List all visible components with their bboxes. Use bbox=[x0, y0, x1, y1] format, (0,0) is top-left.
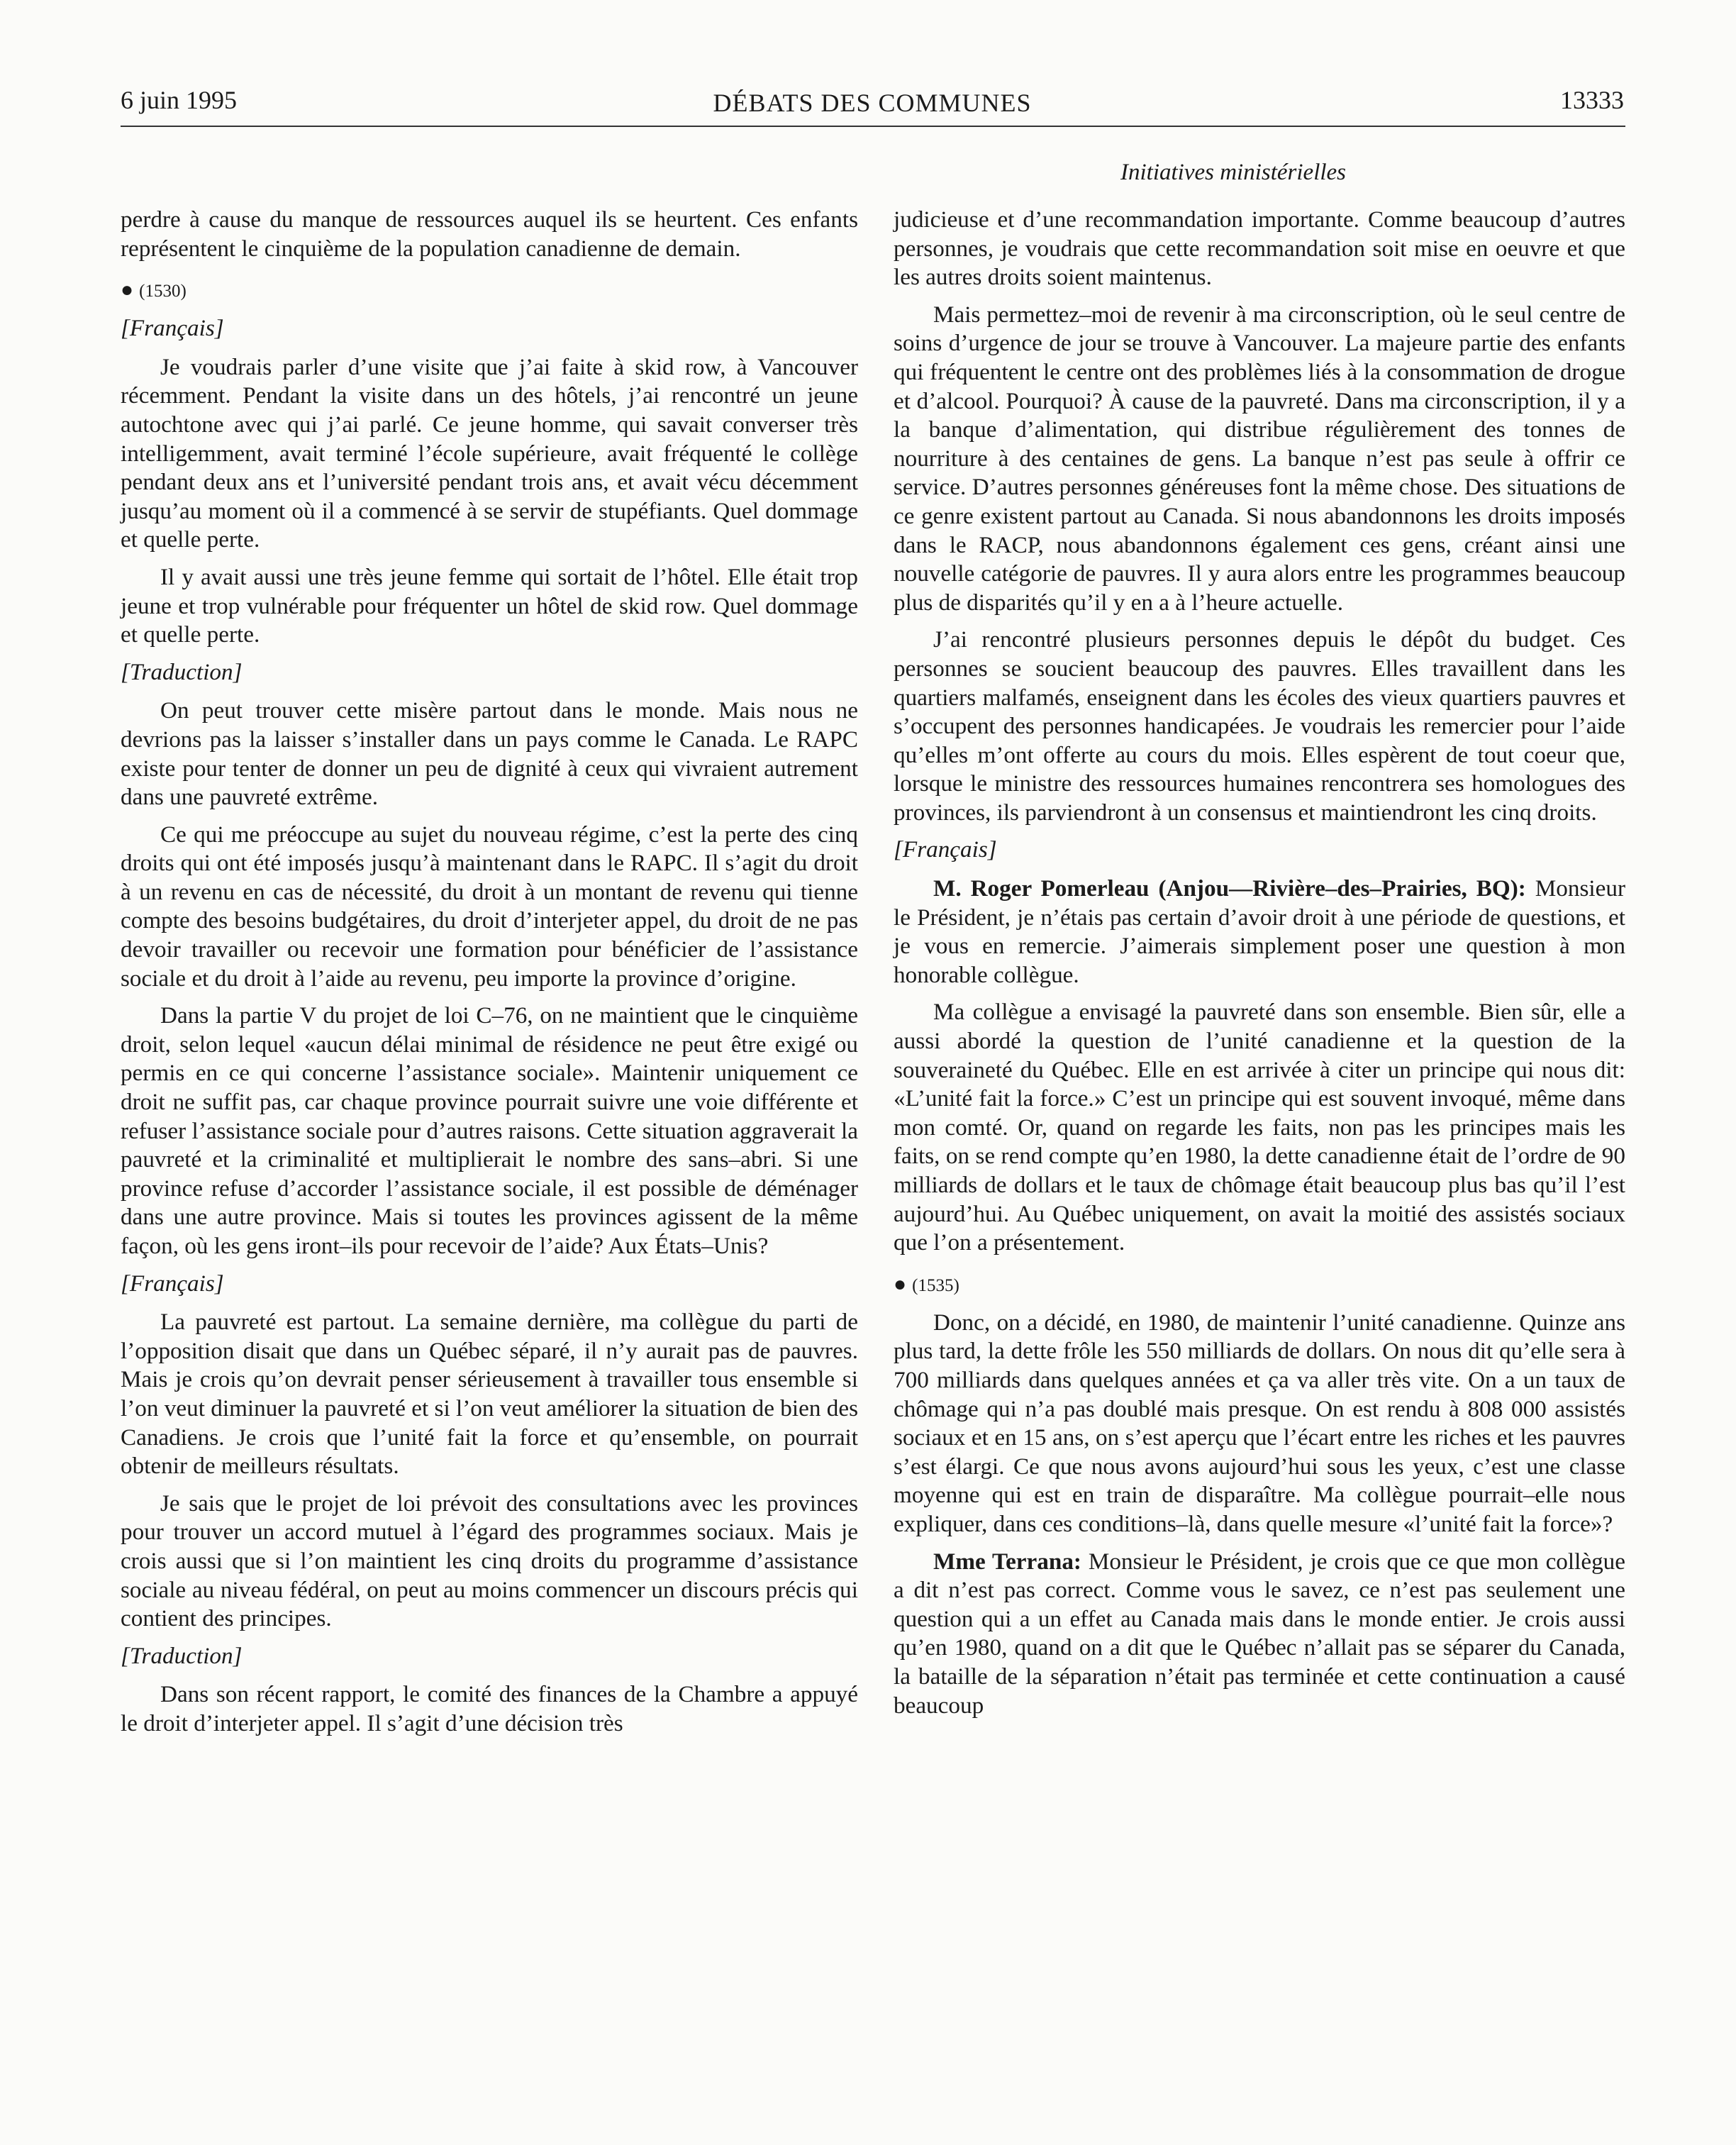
speaker-name: Mme Terrana: bbox=[933, 1548, 1081, 1575]
paragraph: Il y avait aussi une très jeune femme qui sortait de l’hôtel. Elle était trop jeune et trop vulnérable pour fréquenter un hôtel de skid row. Quel dommage et quelle perte. bbox=[121, 563, 858, 648]
speech-paragraph bbox=[894, 1548, 1625, 1721]
paragraph: On peut trouver cette misère partout dans le monde. Mais nous ne devrions pas la laisser s’installer dans un pays comme le Canada. Le RAPC existe pour tenter de donner un peu de dignité à ceux qui vivraient autrement dans une pauvreté extrême. bbox=[121, 697, 858, 811]
time-marker bbox=[121, 276, 858, 306]
bullet-icon: ● bbox=[121, 278, 134, 302]
speech-paragraph bbox=[894, 875, 1625, 990]
paragraph: perdre à cause du manque de ressources auquel ils se heurtent. Ces enfants représentent le cinquième de la population canadienne de demain. bbox=[121, 206, 858, 262]
section-label: Initiatives ministérielles bbox=[1120, 160, 1347, 185]
right-column bbox=[894, 206, 1625, 1729]
time-marker-text: (1535) bbox=[912, 1275, 959, 1295]
paragraph: Donc, on a décidé, en 1980, de maintenir l’unité canadienne. Quinze ans plus tard, la dette frôle les 550 milliards de dollars. On nous dit qu’elle sera à 700 milliards dans quelques années et ça va aller très vite. On a un taux de chômage qui n’a pas doublé mais presque. On est rendu à 808 000 assistés sociaux et en 15 ans, on s’est aperçu que l’écart entre les riches et les pauvres s’est élargi. Ce que nous avons aujourd’hui sous les yeux, c’est une classe moyenne qui est en train de disparaître. Ma collègue pourrait–elle nous expliquer, dans ces conditions–là, dans quelle mesure «l’unité fait la force»? bbox=[894, 1309, 1625, 1537]
speaker-name: M. Roger Pomerleau (Anjou—Rivière–des–Prairies, BQ): bbox=[933, 875, 1526, 902]
language-tag: [Français] bbox=[121, 1270, 224, 1297]
header-page-number: 13333 bbox=[1560, 86, 1624, 114]
paragraph: Dans la partie V du projet de loi C–76, on ne maintient que le cinquième droit, selon lequel «aucun délai minimal de résidence ne peut être exigé ou permis en ce qui concerne l’assistance sociale». Maintenir uniquement ce droit ne suffit pas, car chaque province pourrait suivre une voie différente et refuser l’assistance sociale pour d’autres raisons. Cette situation aggraverait la pauvreté et la criminalité et multiplierait le nombre des sans–abri. Si une province refuse d’accorder l’assistance sociale, il est possible de déménager dans une autre province. Mais si toutes les provinces agissent de la même façon, où les gens iront–ils pour recevoir de l’aide? Aux États–Unis? bbox=[121, 1002, 858, 1259]
header-title: DÉBATS DES COMMUNES bbox=[713, 89, 1032, 117]
paragraph: Dans son récent rapport, le comité des finances de la Chambre a appuyé le droit d’interjeter appel. Il s’agit d’une décision très bbox=[121, 1681, 858, 1736]
language-tag: [Traduction] bbox=[121, 658, 243, 685]
paragraph: Ce qui me préoccupe au sujet du nouveau régime, c’est la perte des cinq droits qui ont été imposés jusqu’à maintenant dans le RAPC. Il s’agit du droit à un revenu en cas de nécessité, du droit à un montant de revenu qui tienne compte des besoins budgétaires, du droit d’interjeter appel, du droit de ne pas devoir travailler ou recevoir une formation pour bénéficier de l’assistance sociale et du droit à l’aide au revenu, peu importe la province d’origine. bbox=[121, 821, 858, 992]
language-tag: [Français] bbox=[894, 836, 997, 863]
paragraph: Mais permettez–moi de revenir à ma circonscription, où le seul centre de soins d’urgence de jour se trouve à Vancouver. La majeure partie des enfants qui fréquentent le centre ont des problèmes liés à la consommation de drogue et d’alcool. Pourquoi? À cause de la pauvreté. Dans ma circonscription, il y a la banque d’alimentation, qui distribue régulièrement des tonnes de nourriture à des centaines de gens. La banque n’est pas seule à offrir ce service. D’autres personnes généreuses font la même chose. Des situations de ce genre existent partout au Canada. Si nous abandonnons les droits imposés dans le RACP, nous abandonnons également ces gens, créant ainsi une nouvelle catégorie de pauvres. Il y aura alors entre les programmes beaucoup plus de disparités qu’il y en a à l’heure actuelle. bbox=[894, 301, 1625, 616]
time-marker-text: (1530) bbox=[139, 282, 187, 301]
time-marker bbox=[894, 1270, 1625, 1300]
paragraph: judicieuse et d’une recommandation importante. Comme beaucoup d’autres personnes, je voudrais que cette recommandation soit mise en oeuvre et que les autres droits soient maintenus. bbox=[894, 206, 1625, 291]
speech-text: Monsieur le Président, je n’étais pas certain d’avoir droit à une période de questions, et je vous en remercie. J’aimerais simplement poser une question à mon honorable collègue. bbox=[894, 875, 1625, 988]
speech-text: Monsieur le Président, je crois que ce que mon collègue a dit n’est pas correct. Comme vous le savez, ce n’est pas seulement une question qui a un effet au Canada mais dans le monde entier. Je crois aussi qu’en 1980, quand on a dit que le Québec n’allait pas se séparer du Canada, la bataille de la séparation n’était pas terminée et cette continuation a causé beaucoup bbox=[894, 1548, 1625, 1719]
paragraph: Je voudrais parler d’une visite que j’ai faite à skid row, à Vancouver récemment. Pendant la visite dans un des hôtels, j’ai rencontré un jeune autochtone avec qui j’ai parlé. Ce jeune homme, qui savait converser très intelligemment, avait terminé l’école supérieure, avait fréquenté le collège pendant deux ans et l’université pendant trois ans, et avait vécu décemment jusqu’au moment où il a commencé à se servir de stupéfiants. Quel dommage et quelle perte. bbox=[121, 353, 858, 553]
running-header bbox=[121, 79, 1624, 122]
bullet-icon: ● bbox=[894, 1272, 907, 1296]
paragraph: Ma collègue a envisagé la pauvreté dans son ensemble. Bien sûr, elle a aussi abordé la question de l’unité canadienne et la question de la souveraineté du Québec. Elle en est arrivée à citer un principe qui nous dit: «L’unité fait la force.» C’est un principe qui est souvent invoqué, même dans mon comté. Or, quand on regarde les faits, non pas les principes mais les faits, on se rend compte qu’en 1980, la dette canadienne était de l’ordre de 90 milliards de dollars et le taux de chômage était beaucoup plus bas qu’il l’est aujourd’hui. Au Québec uniquement, on avait la moitié des assistés sociaux que l’on a présentement. bbox=[894, 999, 1625, 1256]
language-tag: [Traduction] bbox=[121, 1642, 243, 1669]
header-rule bbox=[121, 126, 1625, 127]
paragraph: J’ai rencontré plusieurs personnes depuis le dépôt du budget. Ces personnes se soucient beaucoup des pauvres. Elles travaillent dans les quartiers malfamés, enseignent dans les écoles des vieux quartiers pauvres et s’occupent des personnes handicapées. Je voudrais les remercier pour l’aide qu’elles m’ont offerte au cours du mois. Elles espèrent de tout coeur que, lorsque le ministre des ressources humaines rencontrera ses homologues des provinces, ils parviendront à un consensus et maintiendront les cinq droits. bbox=[894, 626, 1625, 826]
header-date: 6 juin 1995 bbox=[121, 86, 238, 114]
language-tag: [Français] bbox=[121, 315, 224, 342]
paragraph: La pauvreté est partout. La semaine dernière, ma collègue du parti de l’opposition disait que dans un Québec séparé, il n’y aurait pas de pauvres. Mais je crois qu’on devrait penser sérieusement à travailler tous ensemble si l’on veut diminuer la pauvreté et si l’on veut améliorer la situation de bien des Canadiens. Je crois que l’unité fait la force et qu’ensemble, on pourrait obtenir de meilleurs résultats. bbox=[121, 1309, 858, 1480]
left-column bbox=[121, 206, 858, 1747]
paragraph: Je sais que le projet de loi prévoit des consultations avec les provinces pour trouver un accord mutuel à l’égard des programmes sociaux. Mais je crois aussi que si l’on maintient les cinq droits du programme d’assistance sociale au niveau fédéral, on peut au moins commencer un discours précis qui contient des principes. bbox=[121, 1490, 858, 1632]
